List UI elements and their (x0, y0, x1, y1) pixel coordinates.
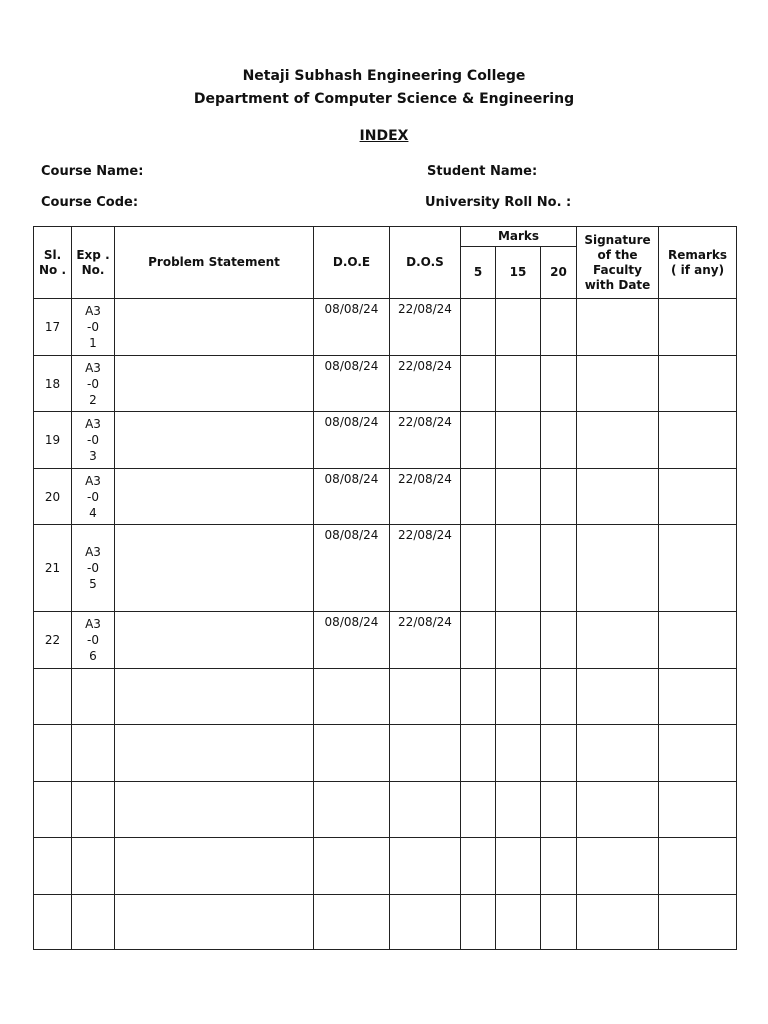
dos-cell: 22/08/24 (390, 356, 461, 412)
doe-cell (314, 669, 390, 725)
index-table (33, 226, 737, 950)
problem-statement-cell (115, 612, 314, 669)
exp-no-cell: A3-05 (72, 525, 115, 612)
sl-no-cell (34, 895, 72, 950)
col-header-marks: Marks (461, 227, 577, 247)
dos-cell (390, 669, 461, 725)
marks-20-cell (541, 469, 577, 525)
department-name: Department of Computer Science & Engineering (193, 91, 575, 107)
dos-cell: 22/08/24 (390, 412, 461, 469)
signature-cell (577, 469, 659, 525)
problem-statement-cell (115, 895, 314, 950)
marks-20-cell (541, 782, 577, 838)
signature-cell (577, 782, 659, 838)
exp-no-cell (72, 782, 115, 838)
dos-cell: 22/08/24 (390, 525, 461, 612)
sl-no-cell: 17 (34, 299, 72, 356)
marks-20-cell (541, 612, 577, 669)
signature-cell (577, 412, 659, 469)
marks-15-cell (496, 782, 541, 838)
exp-no-cell (72, 725, 115, 782)
remarks-cell (659, 469, 737, 525)
problem-statement-cell (115, 412, 314, 469)
dos-cell (390, 895, 461, 950)
sl-no-cell: 20 (34, 469, 72, 525)
problem-statement-cell (115, 669, 314, 725)
marks-5-cell (461, 412, 496, 469)
signature-cell (577, 525, 659, 612)
col-header-marks-5: 5 (461, 247, 496, 299)
problem-statement-cell (115, 356, 314, 412)
marks-15-cell (496, 412, 541, 469)
dos-cell (390, 782, 461, 838)
marks-20-cell (541, 725, 577, 782)
marks-5-cell (461, 356, 496, 412)
doe-cell: 08/08/24 (314, 469, 390, 525)
course-name-label: Course Name: (41, 164, 144, 179)
marks-20-cell (541, 838, 577, 895)
exp-no-cell (72, 895, 115, 950)
university-roll-label: University Roll No. : (425, 195, 572, 210)
dos-cell: 22/08/24 (390, 612, 461, 669)
dos-cell: 22/08/24 (390, 299, 461, 356)
marks-15-cell (496, 469, 541, 525)
marks-15-cell (496, 725, 541, 782)
marks-20-cell (541, 525, 577, 612)
marks-15-cell (496, 356, 541, 412)
marks-20-cell (541, 412, 577, 469)
remarks-cell (659, 725, 737, 782)
marks-5-cell (461, 725, 496, 782)
doe-cell (314, 782, 390, 838)
problem-statement-cell (115, 469, 314, 525)
remarks-cell (659, 525, 737, 612)
col-header-sl-no: Sl. No . (34, 227, 72, 299)
marks-5-cell (461, 525, 496, 612)
dos-cell (390, 725, 461, 782)
marks-15-cell (496, 612, 541, 669)
marks-5-cell (461, 782, 496, 838)
table-row (34, 895, 737, 950)
doe-cell (314, 838, 390, 895)
col-header-remarks: Remarks ( if any) (659, 227, 737, 299)
table-row (34, 299, 737, 356)
marks-20-cell (541, 895, 577, 950)
doe-cell: 08/08/24 (314, 356, 390, 412)
doe-cell: 08/08/24 (314, 612, 390, 669)
sl-no-cell: 21 (34, 525, 72, 612)
index-title: INDEX (359, 128, 409, 144)
problem-statement-cell (115, 299, 314, 356)
remarks-cell (659, 412, 737, 469)
exp-no-cell: A3-04 (72, 469, 115, 525)
sl-no-cell (34, 669, 72, 725)
marks-5-cell (461, 895, 496, 950)
exp-no-cell: A3-02 (72, 356, 115, 412)
marks-5-cell (461, 469, 496, 525)
col-header-problem-statement: Problem Statement (115, 227, 314, 299)
doe-cell (314, 895, 390, 950)
marks-15-cell (496, 299, 541, 356)
course-code-label: Course Code: (41, 195, 139, 210)
problem-statement-cell (115, 838, 314, 895)
doe-cell (314, 725, 390, 782)
marks-15-cell (496, 669, 541, 725)
doe-cell: 08/08/24 (314, 525, 390, 612)
exp-no-cell (72, 669, 115, 725)
college-name: Netaji Subhash Engineering College (242, 68, 526, 84)
doe-cell: 08/08/24 (314, 299, 390, 356)
sl-no-cell: 18 (34, 356, 72, 412)
remarks-cell (659, 782, 737, 838)
signature-cell (577, 838, 659, 895)
remarks-cell (659, 356, 737, 412)
problem-statement-cell (115, 525, 314, 612)
marks-15-cell (496, 838, 541, 895)
table-row (34, 612, 737, 669)
marks-5-cell (461, 299, 496, 356)
table-row (34, 838, 737, 895)
marks-20-cell (541, 299, 577, 356)
signature-cell (577, 356, 659, 412)
marks-15-cell (496, 525, 541, 612)
remarks-cell (659, 612, 737, 669)
doe-cell: 08/08/24 (314, 412, 390, 469)
dos-cell: 22/08/24 (390, 469, 461, 525)
exp-no-cell (72, 838, 115, 895)
sl-no-cell (34, 782, 72, 838)
signature-cell (577, 895, 659, 950)
dos-cell (390, 838, 461, 895)
col-header-marks-15: 15 (496, 247, 541, 299)
marks-5-cell (461, 669, 496, 725)
remarks-cell (659, 895, 737, 950)
exp-no-cell: A3-06 (72, 612, 115, 669)
marks-20-cell (541, 356, 577, 412)
table-row (34, 412, 737, 469)
remarks-cell (659, 299, 737, 356)
col-header-doe: D.O.E (314, 227, 390, 299)
sl-no-cell: 19 (34, 412, 72, 469)
remarks-cell (659, 669, 737, 725)
col-header-marks-20: 20 (541, 247, 577, 299)
table-row (34, 525, 737, 612)
exp-no-cell: A3-01 (72, 299, 115, 356)
marks-5-cell (461, 838, 496, 895)
sl-no-cell (34, 838, 72, 895)
exp-no-cell: A3-03 (72, 412, 115, 469)
col-header-exp-no: Exp . No. (72, 227, 115, 299)
col-header-signature: Signature of the Faculty with Date (577, 227, 659, 299)
signature-cell (577, 725, 659, 782)
marks-15-cell (496, 895, 541, 950)
col-header-dos: D.O.S (390, 227, 461, 299)
student-name-label: Student Name: (427, 164, 538, 179)
signature-cell (577, 299, 659, 356)
marks-5-cell (461, 612, 496, 669)
sl-no-cell: 22 (34, 612, 72, 669)
marks-20-cell (541, 669, 577, 725)
sl-no-cell (34, 725, 72, 782)
table-row (34, 669, 737, 725)
signature-cell (577, 669, 659, 725)
signature-cell (577, 612, 659, 669)
table-row (34, 356, 737, 412)
remarks-cell (659, 838, 737, 895)
table-row (34, 782, 737, 838)
problem-statement-cell (115, 725, 314, 782)
problem-statement-cell (115, 782, 314, 838)
table-row (34, 469, 737, 525)
table-row (34, 725, 737, 782)
